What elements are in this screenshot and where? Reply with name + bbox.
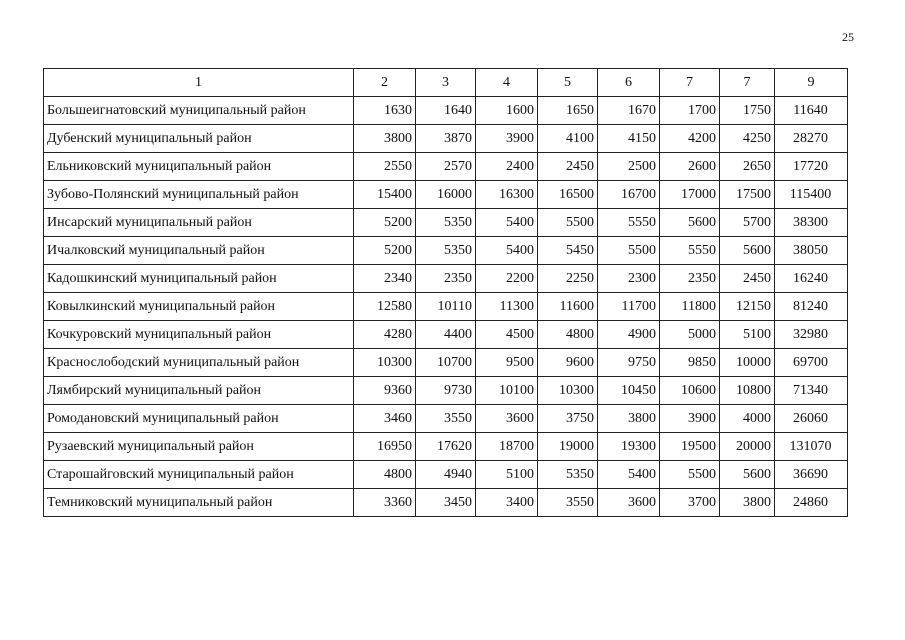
value-cell: 5350 — [538, 461, 598, 489]
value-cell: 2450 — [538, 153, 598, 181]
table-row — [44, 265, 848, 293]
district-name-cell: Большеигнатовский муниципальный район — [44, 97, 354, 125]
value-cell: 20000 — [720, 433, 775, 461]
value-cell: 3360 — [354, 489, 416, 517]
value-cell: 11640 — [775, 97, 848, 125]
value-cell: 5550 — [598, 209, 660, 237]
column-header: 7 — [660, 69, 720, 97]
table-row — [44, 209, 848, 237]
table-row — [44, 153, 848, 181]
value-cell: 5500 — [660, 461, 720, 489]
table-row — [44, 97, 848, 125]
value-cell: 12150 — [720, 293, 775, 321]
district-name-cell: Ковылкинский муниципальный район — [44, 293, 354, 321]
value-cell: 5500 — [538, 209, 598, 237]
table-header-row — [44, 69, 848, 97]
value-cell: 5000 — [660, 321, 720, 349]
value-cell: 5400 — [476, 209, 538, 237]
value-cell: 16500 — [538, 181, 598, 209]
value-cell: 11600 — [538, 293, 598, 321]
value-cell: 19000 — [538, 433, 598, 461]
district-name-cell: Старошайговский муниципальный район — [44, 461, 354, 489]
table-row — [44, 433, 848, 461]
value-cell: 5350 — [416, 209, 476, 237]
value-cell: 17720 — [775, 153, 848, 181]
value-cell: 2400 — [476, 153, 538, 181]
value-cell: 115400 — [775, 181, 848, 209]
table-row — [44, 125, 848, 153]
value-cell: 17620 — [416, 433, 476, 461]
value-cell: 10800 — [720, 377, 775, 405]
value-cell: 3800 — [720, 489, 775, 517]
column-header: 5 — [538, 69, 598, 97]
value-cell: 2550 — [354, 153, 416, 181]
value-cell: 16300 — [476, 181, 538, 209]
data-table — [43, 68, 848, 517]
value-cell: 5700 — [720, 209, 775, 237]
table-row — [44, 181, 848, 209]
value-cell: 3870 — [416, 125, 476, 153]
value-cell: 3800 — [598, 405, 660, 433]
value-cell: 2300 — [598, 265, 660, 293]
value-cell: 4100 — [538, 125, 598, 153]
value-cell: 3550 — [416, 405, 476, 433]
table-row — [44, 293, 848, 321]
value-cell: 19300 — [598, 433, 660, 461]
value-cell: 2350 — [660, 265, 720, 293]
district-name-cell: Кадошкинский муниципальный район — [44, 265, 354, 293]
value-cell: 11700 — [598, 293, 660, 321]
district-name-cell: Дубенский муниципальный район — [44, 125, 354, 153]
value-cell: 1670 — [598, 97, 660, 125]
value-cell: 4200 — [660, 125, 720, 153]
value-cell: 2250 — [538, 265, 598, 293]
district-name-cell: Инсарский муниципальный район — [44, 209, 354, 237]
district-name-cell: Ромодановский муниципальный район — [44, 405, 354, 433]
value-cell: 9500 — [476, 349, 538, 377]
value-cell: 1630 — [354, 97, 416, 125]
value-cell: 10110 — [416, 293, 476, 321]
value-cell: 5450 — [538, 237, 598, 265]
value-cell: 5100 — [720, 321, 775, 349]
value-cell: 4500 — [476, 321, 538, 349]
value-cell: 131070 — [775, 433, 848, 461]
district-name-cell: Рузаевский муниципальный район — [44, 433, 354, 461]
value-cell: 4800 — [354, 461, 416, 489]
value-cell: 81240 — [775, 293, 848, 321]
value-cell: 26060 — [775, 405, 848, 433]
value-cell: 24860 — [775, 489, 848, 517]
value-cell: 3900 — [476, 125, 538, 153]
value-cell: 16950 — [354, 433, 416, 461]
table-row — [44, 405, 848, 433]
value-cell: 9730 — [416, 377, 476, 405]
value-cell: 3400 — [476, 489, 538, 517]
value-cell: 1640 — [416, 97, 476, 125]
value-cell: 3600 — [598, 489, 660, 517]
table-body — [44, 97, 848, 517]
page-number: 25 — [842, 30, 854, 44]
value-cell: 3750 — [538, 405, 598, 433]
value-cell: 3450 — [416, 489, 476, 517]
value-cell: 71340 — [775, 377, 848, 405]
district-name-cell: Темниковский муниципальный район — [44, 489, 354, 517]
value-cell: 5600 — [660, 209, 720, 237]
value-cell: 69700 — [775, 349, 848, 377]
table-row — [44, 489, 848, 517]
value-cell: 10600 — [660, 377, 720, 405]
value-cell: 2350 — [416, 265, 476, 293]
table-row — [44, 377, 848, 405]
value-cell: 2570 — [416, 153, 476, 181]
value-cell: 1650 — [538, 97, 598, 125]
value-cell: 4400 — [416, 321, 476, 349]
value-cell: 16700 — [598, 181, 660, 209]
district-name-cell: Ичалковский муниципальный район — [44, 237, 354, 265]
value-cell: 10300 — [538, 377, 598, 405]
table-row — [44, 321, 848, 349]
district-name-cell: Зубово-Полянский муниципальный район — [44, 181, 354, 209]
value-cell: 3800 — [354, 125, 416, 153]
value-cell: 2200 — [476, 265, 538, 293]
value-cell: 11300 — [476, 293, 538, 321]
value-cell: 4800 — [538, 321, 598, 349]
value-cell: 9850 — [660, 349, 720, 377]
column-header: 3 — [416, 69, 476, 97]
table-row — [44, 461, 848, 489]
value-cell: 19500 — [660, 433, 720, 461]
value-cell: 38050 — [775, 237, 848, 265]
value-cell: 10450 — [598, 377, 660, 405]
value-cell: 36690 — [775, 461, 848, 489]
district-name-cell: Лямбирский муниципальный район — [44, 377, 354, 405]
value-cell: 1750 — [720, 97, 775, 125]
value-cell: 12580 — [354, 293, 416, 321]
value-cell: 2600 — [660, 153, 720, 181]
value-cell: 10700 — [416, 349, 476, 377]
value-cell: 1600 — [476, 97, 538, 125]
value-cell: 3460 — [354, 405, 416, 433]
value-cell: 5600 — [720, 237, 775, 265]
district-name-cell: Ельниковский муниципальный район — [44, 153, 354, 181]
value-cell: 4250 — [720, 125, 775, 153]
value-cell: 16000 — [416, 181, 476, 209]
value-cell: 1700 — [660, 97, 720, 125]
value-cell: 4900 — [598, 321, 660, 349]
value-cell: 5200 — [354, 209, 416, 237]
value-cell: 4000 — [720, 405, 775, 433]
value-cell: 5100 — [476, 461, 538, 489]
value-cell: 11800 — [660, 293, 720, 321]
value-cell: 5350 — [416, 237, 476, 265]
value-cell: 38300 — [775, 209, 848, 237]
value-cell: 4280 — [354, 321, 416, 349]
value-cell: 5400 — [598, 461, 660, 489]
column-header: 6 — [598, 69, 660, 97]
value-cell: 5400 — [476, 237, 538, 265]
value-cell: 32980 — [775, 321, 848, 349]
value-cell: 4150 — [598, 125, 660, 153]
value-cell: 10100 — [476, 377, 538, 405]
value-cell: 17500 — [720, 181, 775, 209]
value-cell: 9360 — [354, 377, 416, 405]
value-cell: 9750 — [598, 349, 660, 377]
value-cell: 28270 — [775, 125, 848, 153]
value-cell: 5600 — [720, 461, 775, 489]
column-header: 9 — [775, 69, 848, 97]
table-row — [44, 349, 848, 377]
column-header: 4 — [476, 69, 538, 97]
value-cell: 3900 — [660, 405, 720, 433]
value-cell: 5550 — [660, 237, 720, 265]
value-cell: 5200 — [354, 237, 416, 265]
table-row — [44, 237, 848, 265]
value-cell: 10000 — [720, 349, 775, 377]
district-name-cell: Кочкуровский муниципальный район — [44, 321, 354, 349]
value-cell: 5500 — [598, 237, 660, 265]
value-cell: 17000 — [660, 181, 720, 209]
value-cell: 3700 — [660, 489, 720, 517]
value-cell: 2500 — [598, 153, 660, 181]
column-header: 7 — [720, 69, 775, 97]
value-cell: 9600 — [538, 349, 598, 377]
value-cell: 2340 — [354, 265, 416, 293]
value-cell: 2650 — [720, 153, 775, 181]
column-header: 2 — [354, 69, 416, 97]
column-header: 1 — [44, 69, 354, 97]
district-name-cell: Краснослободский муниципальный район — [44, 349, 354, 377]
value-cell: 15400 — [354, 181, 416, 209]
value-cell: 3550 — [538, 489, 598, 517]
value-cell: 4940 — [416, 461, 476, 489]
value-cell: 18700 — [476, 433, 538, 461]
value-cell: 10300 — [354, 349, 416, 377]
value-cell: 3600 — [476, 405, 538, 433]
value-cell: 16240 — [775, 265, 848, 293]
value-cell: 2450 — [720, 265, 775, 293]
